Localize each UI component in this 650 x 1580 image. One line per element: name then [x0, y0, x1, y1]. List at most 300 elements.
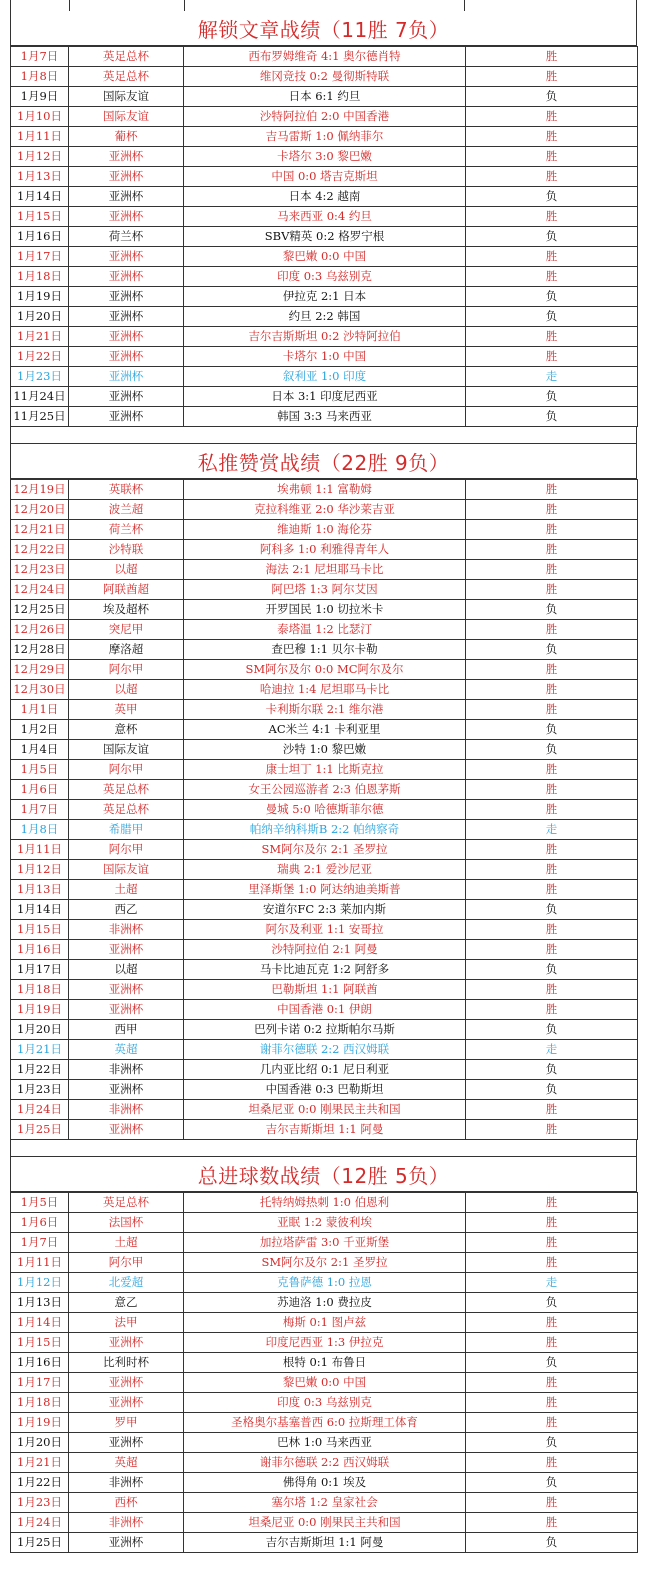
cell-date: 1月18日 — [11, 267, 69, 287]
table-row — [11, 960, 638, 980]
cell-result: 负 — [466, 1080, 638, 1100]
cell-date: 1月17日 — [11, 247, 69, 267]
table-row — [11, 287, 638, 307]
cell-league: 以超 — [69, 960, 184, 980]
cell-match: SM阿尔及尔 2:1 圣罗拉 — [184, 840, 466, 860]
cell-league: 罗甲 — [69, 1413, 184, 1433]
cell-match: 克拉科维亚 2:0 华沙莱吉亚 — [184, 500, 466, 520]
cell-league: 亚洲杯 — [69, 1393, 184, 1413]
cell-league: 以超 — [69, 560, 184, 580]
table-row — [11, 800, 638, 820]
cell-league: 西甲 — [69, 1020, 184, 1040]
cell-result: 负 — [466, 1353, 638, 1373]
cell-league: 非洲杯 — [69, 920, 184, 940]
cell-match: 埃弗顿 1:1 富勒姆 — [184, 480, 466, 500]
cell-date: 12月30日 — [11, 680, 69, 700]
cell-result: 胜 — [466, 540, 638, 560]
table-row — [11, 407, 638, 427]
cell-match: 沙特 1:0 黎巴嫩 — [184, 740, 466, 760]
table-row — [11, 720, 638, 740]
table-row — [11, 1353, 638, 1373]
table-row — [11, 1100, 638, 1120]
cell-match: 圣格奥尔基塞普西 6:0 拉斯理工体育 — [184, 1413, 466, 1433]
cell-league: 国际友谊 — [69, 107, 184, 127]
cell-league: 摩洛超 — [69, 640, 184, 660]
cell-league: 亚洲杯 — [69, 1373, 184, 1393]
cell-match: 伊拉克 2:1 日本 — [184, 287, 466, 307]
cell-date: 1月20日 — [11, 1020, 69, 1040]
cell-date: 1月12日 — [11, 1273, 69, 1293]
section-gap — [10, 1140, 637, 1157]
cell-result: 胜 — [466, 1233, 638, 1253]
cell-date: 1月16日 — [11, 1353, 69, 1373]
cell-league: 非洲杯 — [69, 1473, 184, 1493]
cell-result: 负 — [466, 640, 638, 660]
cell-match: 黎巴嫩 0:0 中国 — [184, 247, 466, 267]
cell-match: 女王公园巡游者 2:3 伯恩茅斯 — [184, 780, 466, 800]
cell-league: 阿尔甲 — [69, 1253, 184, 1273]
cell-result: 胜 — [466, 940, 638, 960]
cell-result: 负 — [466, 1020, 638, 1040]
cell-league: 国际友谊 — [69, 87, 184, 107]
cell-match: 阿巴塔 1:3 阿尔艾因 — [184, 580, 466, 600]
table-row — [11, 307, 638, 327]
cell-match: 佛得角 0:1 埃及 — [184, 1473, 466, 1493]
table-row — [11, 147, 638, 167]
cell-league: 亚洲杯 — [69, 247, 184, 267]
cell-league: 亚洲杯 — [69, 387, 184, 407]
cell-league: 荷兰杯 — [69, 227, 184, 247]
cell-league: 亚洲杯 — [69, 267, 184, 287]
section-gap — [10, 427, 637, 444]
table-row — [11, 87, 638, 107]
cell-date: 1月15日 — [11, 920, 69, 940]
cell-date: 12月26日 — [11, 620, 69, 640]
cell-result: 走 — [466, 820, 638, 840]
cell-league: 亚洲杯 — [69, 287, 184, 307]
cell-result: 走 — [466, 367, 638, 387]
cell-date: 1月5日 — [11, 760, 69, 780]
table-row — [11, 660, 638, 680]
cell-league: 亚洲杯 — [69, 367, 184, 387]
cell-result: 负 — [466, 1060, 638, 1080]
table-row — [11, 640, 638, 660]
cell-date: 12月24日 — [11, 580, 69, 600]
table-row — [11, 740, 638, 760]
cell-league: 英足总杯 — [69, 1193, 184, 1213]
cell-date: 12月28日 — [11, 640, 69, 660]
cell-league: 希腊甲 — [69, 820, 184, 840]
table-row — [11, 580, 638, 600]
cell-result: 负 — [466, 600, 638, 620]
cell-match: 海法 2:1 尼坦耶马卡比 — [184, 560, 466, 580]
cell-result: 胜 — [466, 760, 638, 780]
table-row — [11, 940, 638, 960]
cell-result: 胜 — [466, 1253, 638, 1273]
cell-league: 意乙 — [69, 1293, 184, 1313]
cell-match: 约旦 2:2 韩国 — [184, 307, 466, 327]
cell-date: 12月20日 — [11, 500, 69, 520]
table-row — [11, 500, 638, 520]
table-row — [11, 247, 638, 267]
cell-match: 谢菲尔德联 2:2 西汉姆联 — [184, 1453, 466, 1473]
cell-match: 吉尔吉斯斯坦 0:2 沙特阿拉伯 — [184, 327, 466, 347]
cell-league: 英足总杯 — [69, 800, 184, 820]
cell-date: 1月12日 — [11, 860, 69, 880]
cell-date: 1月19日 — [11, 1413, 69, 1433]
cell-date: 1月14日 — [11, 1313, 69, 1333]
cell-match: 开罗国民 1:0 切拉米卡 — [184, 600, 466, 620]
cell-match: 康士坦丁 1:1 比斯克拉 — [184, 760, 466, 780]
cell-date: 1月5日 — [11, 1193, 69, 1213]
cell-date: 12月23日 — [11, 560, 69, 580]
cell-league: 非洲杯 — [69, 1100, 184, 1120]
cell-league: 亚洲杯 — [69, 1120, 184, 1140]
cell-result: 胜 — [466, 580, 638, 600]
cell-result: 胜 — [466, 247, 638, 267]
cell-league: 阿尔甲 — [69, 660, 184, 680]
cell-match: 克鲁萨德 1:0 拉恩 — [184, 1273, 466, 1293]
cell-match: 日本 4:2 越南 — [184, 187, 466, 207]
cell-league: 阿联酋超 — [69, 580, 184, 600]
cell-date: 1月13日 — [11, 880, 69, 900]
table-row — [11, 1040, 638, 1060]
cell-date: 1月1日 — [11, 700, 69, 720]
cell-result: 胜 — [466, 880, 638, 900]
cell-date: 1月2日 — [11, 720, 69, 740]
table-row — [11, 1513, 638, 1533]
table-row — [11, 327, 638, 347]
cell-league: 亚洲杯 — [69, 940, 184, 960]
table-row — [11, 1493, 638, 1513]
cell-league: 英足总杯 — [69, 67, 184, 87]
cell-league: 突尼甲 — [69, 620, 184, 640]
header-stripe — [10, 0, 637, 11]
cell-match: 根特 0:1 布鲁日 — [184, 1353, 466, 1373]
record-section-private-tip — [10, 444, 637, 1157]
table-row — [11, 1433, 638, 1453]
cell-match: 曼城 5:0 哈德斯菲尔德 — [184, 800, 466, 820]
cell-league: 荷兰杯 — [69, 520, 184, 540]
section-title: 解锁文章战绩（11胜 7负） — [10, 11, 637, 46]
cell-date: 1月10日 — [11, 107, 69, 127]
cell-league: 法国杯 — [69, 1213, 184, 1233]
cell-result: 胜 — [466, 500, 638, 520]
table-row — [11, 1393, 638, 1413]
table-row — [11, 1193, 638, 1213]
table-row — [11, 1020, 638, 1040]
cell-league: 亚洲杯 — [69, 207, 184, 227]
cell-date: 1月11日 — [11, 840, 69, 860]
cell-result: 胜 — [466, 1373, 638, 1393]
cell-result: 负 — [466, 227, 638, 247]
table-row — [11, 900, 638, 920]
cell-result: 负 — [466, 187, 638, 207]
cell-date: 1月18日 — [11, 1393, 69, 1413]
cell-result: 胜 — [466, 1493, 638, 1513]
cell-match: 沙特阿拉伯 2:0 中国香港 — [184, 107, 466, 127]
cell-league: 阿尔甲 — [69, 840, 184, 860]
cell-match: SM阿尔及尔 2:1 圣罗拉 — [184, 1253, 466, 1273]
table-row — [11, 560, 638, 580]
table-row — [11, 347, 638, 367]
cell-result: 胜 — [466, 980, 638, 1000]
cell-league: 土超 — [69, 1233, 184, 1253]
cell-result: 负 — [466, 307, 638, 327]
cell-league: 埃及超杯 — [69, 600, 184, 620]
cell-league: 比利时杯 — [69, 1353, 184, 1373]
cell-result: 胜 — [466, 347, 638, 367]
table-row — [11, 367, 638, 387]
cell-date: 1月11日 — [11, 127, 69, 147]
cell-result: 负 — [466, 960, 638, 980]
cell-date: 1月21日 — [11, 1453, 69, 1473]
cell-date: 1月12日 — [11, 147, 69, 167]
table-row — [11, 1413, 638, 1433]
cell-result: 走 — [466, 1040, 638, 1060]
cell-league: 亚洲杯 — [69, 347, 184, 367]
cell-result: 负 — [466, 1473, 638, 1493]
cell-date: 1月6日 — [11, 780, 69, 800]
table-row — [11, 1333, 638, 1353]
cell-result: 胜 — [466, 1453, 638, 1473]
cell-date: 1月11日 — [11, 1253, 69, 1273]
cell-match: 安道尔FC 2:3 莱加内斯 — [184, 900, 466, 920]
cell-result: 胜 — [466, 207, 638, 227]
cell-date: 1月23日 — [11, 1493, 69, 1513]
table-row — [11, 600, 638, 620]
cell-date: 1月4日 — [11, 740, 69, 760]
cell-result: 胜 — [466, 680, 638, 700]
cell-date: 1月14日 — [11, 187, 69, 207]
cell-match: 巴林 1:0 马来西亚 — [184, 1433, 466, 1453]
cell-league: 国际友谊 — [69, 860, 184, 880]
cell-result: 负 — [466, 1533, 638, 1553]
sections-container — [10, 11, 637, 1553]
cell-result: 胜 — [466, 620, 638, 640]
cell-league: 亚洲杯 — [69, 1333, 184, 1353]
cell-league: 北爱超 — [69, 1273, 184, 1293]
cell-date: 1月7日 — [11, 47, 69, 67]
table-row — [11, 760, 638, 780]
cell-result: 胜 — [466, 560, 638, 580]
cell-league: 亚洲杯 — [69, 307, 184, 327]
cell-result: 胜 — [466, 1120, 638, 1140]
cell-match: 西布罗姆维奇 4:1 奥尔德肖特 — [184, 47, 466, 67]
cell-date: 1月24日 — [11, 1100, 69, 1120]
cell-match: 瑞典 2:1 爱沙尼亚 — [184, 860, 466, 880]
cell-league: 西杯 — [69, 1493, 184, 1513]
cell-match: 巴列卡诺 0:2 拉斯帕尔马斯 — [184, 1020, 466, 1040]
cell-date: 1月6日 — [11, 1213, 69, 1233]
table-row — [11, 980, 638, 1000]
cell-match: 韩国 3:3 马来西亚 — [184, 407, 466, 427]
cell-league: 英超 — [69, 1453, 184, 1473]
table-row — [11, 1120, 638, 1140]
cell-result: 胜 — [466, 1193, 638, 1213]
cell-league: 亚洲杯 — [69, 147, 184, 167]
cell-league: 意杯 — [69, 720, 184, 740]
table-row — [11, 207, 638, 227]
cell-match: 中国香港 0:1 伊朗 — [184, 1000, 466, 1020]
cell-result: 胜 — [466, 520, 638, 540]
record-section-unlock-article — [10, 11, 637, 444]
cell-date: 1月17日 — [11, 1373, 69, 1393]
cell-match: 维冈竞技 0:2 曼彻斯特联 — [184, 67, 466, 87]
cell-match: 叙利亚 1:0 印度 — [184, 367, 466, 387]
cell-league: 以超 — [69, 680, 184, 700]
cell-result: 胜 — [466, 1100, 638, 1120]
cell-result: 胜 — [466, 147, 638, 167]
table-row — [11, 127, 638, 147]
cell-match: 哈迪拉 1:4 尼坦耶马卡比 — [184, 680, 466, 700]
cell-match: AC米兰 4:1 卡利亚里 — [184, 720, 466, 740]
table-row — [11, 700, 638, 720]
record-section-total-goals — [10, 1157, 637, 1553]
cell-match: 苏迪洛 1:0 费拉皮 — [184, 1293, 466, 1313]
cell-result: 胜 — [466, 480, 638, 500]
cell-result: 胜 — [466, 1413, 638, 1433]
cell-match: 泰塔温 1:2 比瑟汀 — [184, 620, 466, 640]
cell-date: 1月16日 — [11, 227, 69, 247]
cell-match: 马来西亚 0:4 约旦 — [184, 207, 466, 227]
cell-result: 胜 — [466, 67, 638, 87]
table-row — [11, 167, 638, 187]
cell-result: 胜 — [466, 167, 638, 187]
section-title: 总进球数战绩（12胜 5负） — [10, 1157, 637, 1192]
cell-league: 法甲 — [69, 1313, 184, 1333]
cell-match: SM阿尔及尔 0:0 MC阿尔及尔 — [184, 660, 466, 680]
cell-date: 12月25日 — [11, 600, 69, 620]
table-row — [11, 860, 638, 880]
cell-league: 土超 — [69, 880, 184, 900]
cell-match: 阿科多 1:0 利雅得青年人 — [184, 540, 466, 560]
cell-match: 巴勒斯坦 1:1 阿联酋 — [184, 980, 466, 1000]
cell-match: 塞尔塔 1:2 皇家社会 — [184, 1493, 466, 1513]
table-row — [11, 47, 638, 67]
cell-result: 负 — [466, 740, 638, 760]
table-row — [11, 1533, 638, 1553]
cell-match: SBV精英 0:2 格罗宁根 — [184, 227, 466, 247]
cell-result: 胜 — [466, 840, 638, 860]
record-table — [10, 1192, 638, 1553]
cell-match: 里泽斯堡 1:0 阿达纳迪美斯普 — [184, 880, 466, 900]
table-row — [11, 780, 638, 800]
cell-result: 胜 — [466, 107, 638, 127]
cell-match: 中国香港 0:3 巴勒斯坦 — [184, 1080, 466, 1100]
cell-date: 1月13日 — [11, 1293, 69, 1313]
cell-result: 胜 — [466, 1213, 638, 1233]
cell-result: 负 — [466, 387, 638, 407]
cell-date: 1月19日 — [11, 287, 69, 307]
cell-match: 坦桑尼亚 0:0 刚果民主共和国 — [184, 1513, 466, 1533]
cell-result: 胜 — [466, 1333, 638, 1353]
cell-match: 坦桑尼亚 0:0 刚果民主共和国 — [184, 1100, 466, 1120]
cell-match: 印度 0:3 乌兹别克 — [184, 267, 466, 287]
cell-date: 1月20日 — [11, 1433, 69, 1453]
cell-match: 吉尔吉斯斯坦 1:1 阿曼 — [184, 1120, 466, 1140]
cell-match: 中国 0:0 塔吉克斯坦 — [184, 167, 466, 187]
cell-date: 1月25日 — [11, 1120, 69, 1140]
cell-league: 非洲杯 — [69, 1513, 184, 1533]
cell-match: 卡利斯尔联 2:1 维尔港 — [184, 700, 466, 720]
table-row — [11, 1473, 638, 1493]
cell-result: 胜 — [466, 267, 638, 287]
table-row — [11, 1080, 638, 1100]
table-row — [11, 187, 638, 207]
cell-date: 1月21日 — [11, 327, 69, 347]
cell-date: 1月24日 — [11, 1513, 69, 1533]
cell-date: 1月22日 — [11, 1060, 69, 1080]
cell-league: 英超 — [69, 1040, 184, 1060]
cell-match: 日本 6:1 约旦 — [184, 87, 466, 107]
cell-league: 阿尔甲 — [69, 760, 184, 780]
cell-date: 1月9日 — [11, 87, 69, 107]
table-row — [11, 1313, 638, 1333]
table-row — [11, 267, 638, 287]
cell-result: 胜 — [466, 1000, 638, 1020]
cell-league: 英足总杯 — [69, 780, 184, 800]
table-row — [11, 1233, 638, 1253]
cell-result: 胜 — [466, 1313, 638, 1333]
cell-result: 胜 — [466, 800, 638, 820]
record-table — [10, 46, 638, 427]
cell-league: 葡杯 — [69, 127, 184, 147]
cell-match: 谢菲尔德联 2:2 西汉姆联 — [184, 1040, 466, 1060]
cell-result: 胜 — [466, 660, 638, 680]
cell-date: 1月8日 — [11, 820, 69, 840]
table-row — [11, 920, 638, 940]
cell-date: 1月16日 — [11, 940, 69, 960]
cell-date: 12月22日 — [11, 540, 69, 560]
cell-result: 负 — [466, 1293, 638, 1313]
cell-result: 负 — [466, 1433, 638, 1453]
cell-date: 12月21日 — [11, 520, 69, 540]
cell-date: 1月14日 — [11, 900, 69, 920]
cell-date: 1月25日 — [11, 1533, 69, 1553]
cell-result: 负 — [466, 87, 638, 107]
cell-league: 亚洲杯 — [69, 1080, 184, 1100]
cell-date: 1月7日 — [11, 1233, 69, 1253]
cell-date: 1月23日 — [11, 1080, 69, 1100]
table-row — [11, 880, 638, 900]
cell-result: 负 — [466, 900, 638, 920]
cell-date: 1月7日 — [11, 800, 69, 820]
cell-match: 维迪斯 1:0 海伦芬 — [184, 520, 466, 540]
table-row — [11, 540, 638, 560]
cell-date: 12月19日 — [11, 480, 69, 500]
cell-result: 负 — [466, 720, 638, 740]
cell-result: 胜 — [466, 920, 638, 940]
cell-match: 吉马雷斯 1:0 佩纳菲尔 — [184, 127, 466, 147]
cell-date: 11月25日 — [11, 407, 69, 427]
cell-league: 亚洲杯 — [69, 407, 184, 427]
cell-league: 英联杯 — [69, 480, 184, 500]
cell-date: 1月18日 — [11, 980, 69, 1000]
cell-match: 印度 0:3 乌兹别克 — [184, 1393, 466, 1413]
table-row — [11, 520, 638, 540]
cell-result: 胜 — [466, 860, 638, 880]
cell-league: 英足总杯 — [69, 47, 184, 67]
cell-match: 梅斯 0:1 图卢兹 — [184, 1313, 466, 1333]
table-row — [11, 820, 638, 840]
cell-league: 国际友谊 — [69, 740, 184, 760]
table-row — [11, 1253, 638, 1273]
cell-league: 非洲杯 — [69, 1060, 184, 1080]
cell-date: 1月13日 — [11, 167, 69, 187]
cell-result: 胜 — [466, 127, 638, 147]
cell-match: 印度尼西亚 1:3 伊拉克 — [184, 1333, 466, 1353]
